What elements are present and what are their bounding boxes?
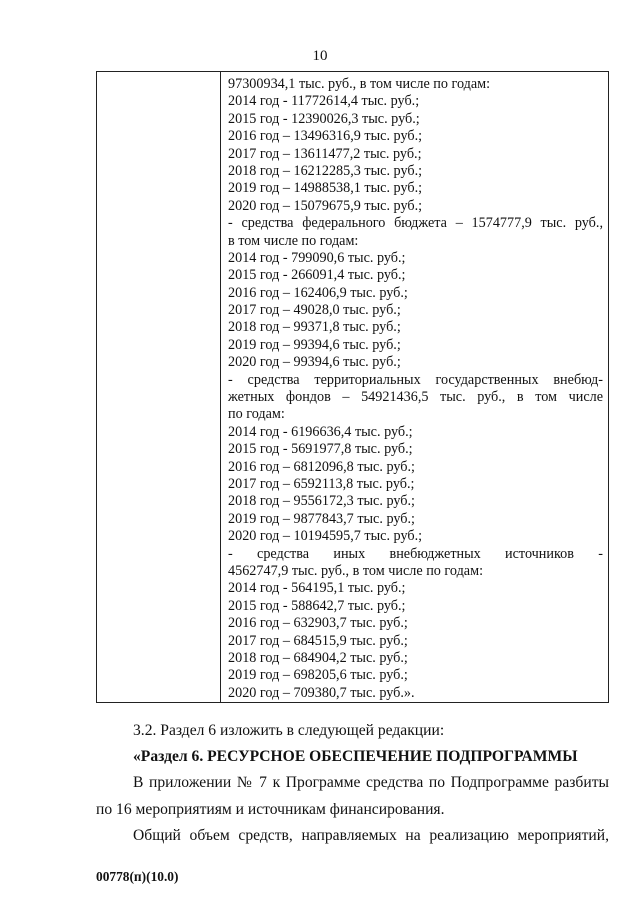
funding-details-cell [228,76,603,702]
table-line: 2014 год - 564195,1 тыс. руб.; [228,580,406,597]
body-paragraph-line: по 16 мероприятиям и источникам финансирования. [96,801,445,818]
table-line: 2019 год – 9877843,7 тыс. руб.; [228,510,415,527]
table-line: жетных фондов – 54921436,5 тыс. руб., в том числе [228,389,603,406]
funding-table [96,71,609,703]
table-line: 2015 год - 588642,7 тыс. руб.; [228,597,406,614]
table-line: по годам: [228,406,285,423]
table-line: 2015 год - 5691977,8 тыс. руб.; [228,441,413,458]
table-line: 2018 год – 16212285,3 тыс. руб.; [228,162,423,179]
table-line: 2019 год – 698205,6 тыс. руб.; [228,667,408,684]
section-heading: «Раздел 6. РЕСУРСНОЕ ОБЕСПЕЧЕНИЕ ПОДПРОГРАММЫ [133,748,578,765]
table-line: 2016 год – 13496316,9 тыс. руб.; [228,128,423,145]
table-line: 2016 год – 162406,9 тыс. руб.; [228,284,408,301]
table-line: 2017 год – 6592113,8 тыс. руб.; [228,475,415,492]
table-line: - средства федерального бюджета – 1574777,9 тыс. руб., [228,215,603,232]
table-line: 2016 год – 6812096,8 тыс. руб.; [228,458,415,475]
table-line: 2018 год – 99371,8 тыс. руб.; [228,319,401,336]
table-line: 2017 год – 684515,9 тыс. руб.; [228,632,408,649]
page-number: 10 [312,48,328,64]
table-line: - средства иных внебюджетных источников - [228,545,603,562]
table-line: 2014 год - 11772614,4 тыс. руб.; [228,93,420,110]
table-line: 2017 год – 49028,0 тыс. руб.; [228,302,401,319]
amendment-instruction: 3.2. Раздел 6 изложить в следующей редакции: [133,722,445,739]
table-line: 2018 год – 9556172,3 тыс. руб.; [228,493,415,510]
body-paragraph-line: В приложении № 7 к Программе средства по Подпрограмме разбиты [133,774,609,791]
table-line: 2020 год – 709380,7 тыс. руб.». [228,684,415,701]
table-line: 97300934,1 тыс. руб., в том числе по годам: [228,76,491,92]
table-line: - средства территориальных государственных внебюд- [228,371,603,388]
table-line: 2015 год - 266091,4 тыс. руб.; [228,267,406,284]
body-paragraph-line: Общий объем средств, направляемых на реализацию мероприятий, [133,827,609,844]
table-line: 2020 год – 10194595,7 тыс. руб.; [228,528,423,545]
table-line: 2014 год - 6196636,4 тыс. руб.; [228,423,413,440]
table-line: 2015 год - 12390026,3 тыс. руб.; [228,110,420,127]
table-line: в том числе по годам: [228,232,359,249]
table-line: 2014 год - 799090,6 тыс. руб.; [228,249,406,266]
table-line: 2017 год – 13611477,2 тыс. руб.; [228,145,422,162]
table-line: 2020 год – 15079675,9 тыс. руб.; [228,197,423,214]
table-column-divider [220,72,221,702]
table-line: 4562747,9 тыс. руб., в том числе по годам: [228,562,484,579]
table-line: 2016 год – 632903,7 тыс. руб.; [228,615,408,632]
table-line: 2018 год – 684904,2 тыс. руб.; [228,649,408,666]
table-line: 2020 год – 99394,6 тыс. руб.; [228,354,401,371]
document-code: 00778(п)(10.0) [96,869,179,884]
table-line: 2019 год – 99394,6 тыс. руб.; [228,336,401,353]
table-line: 2019 год – 14988538,1 тыс. руб.; [228,180,423,197]
